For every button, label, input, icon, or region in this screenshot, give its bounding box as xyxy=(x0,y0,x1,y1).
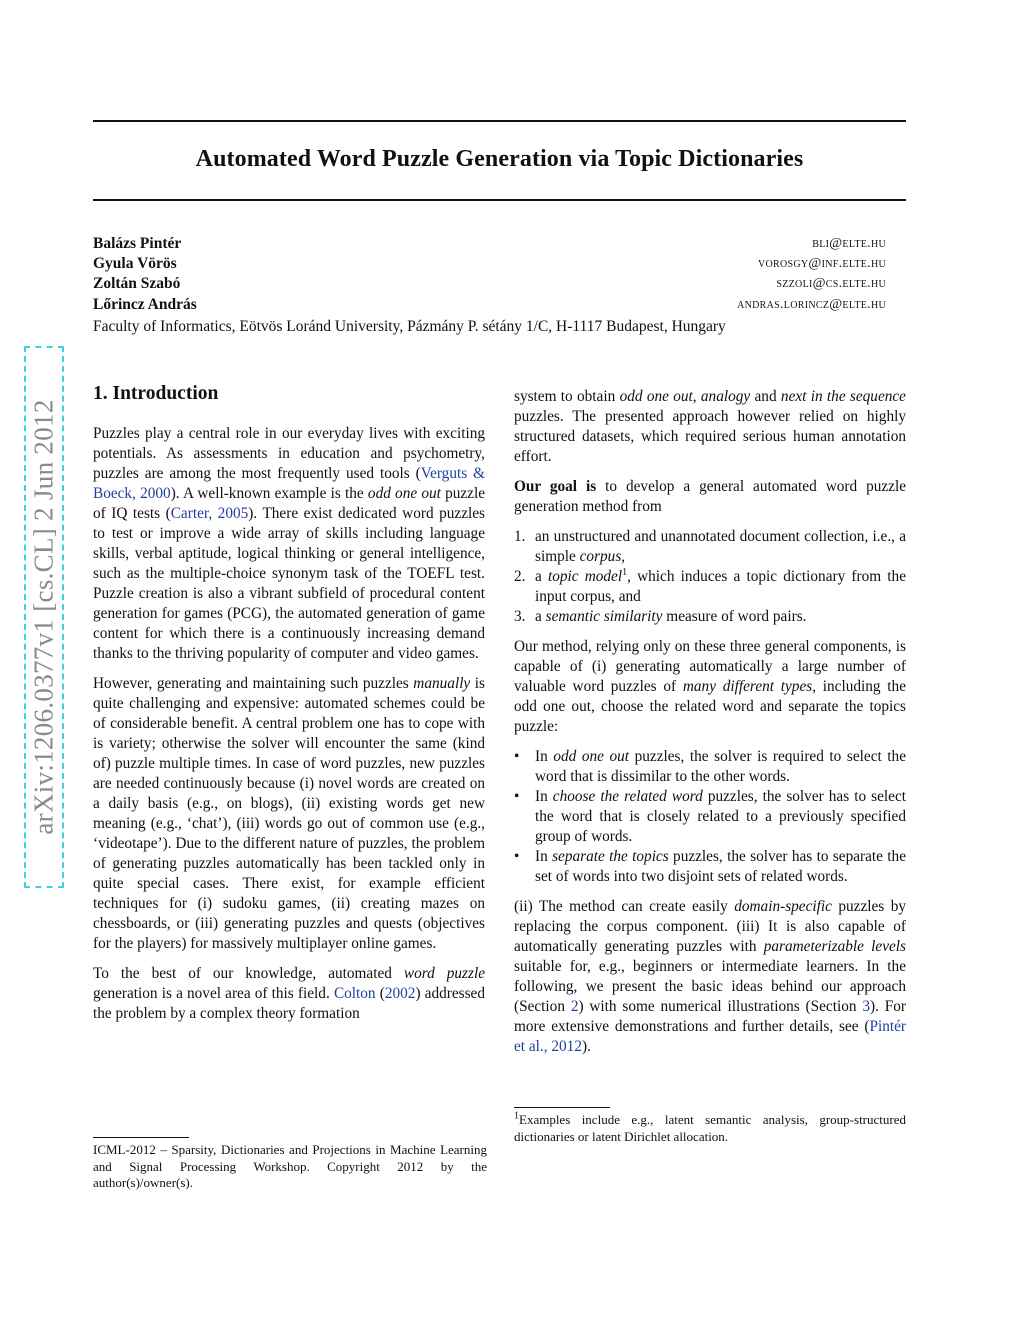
arxiv-stamp[interactable] xyxy=(24,346,64,888)
author-block xyxy=(93,234,886,315)
intro-paragraph-4: system to obtain odd one out, analogy and next in the sequence puzzles. The presented approach however relied on highly structured datasets, which required serious human annotation effort. xyxy=(514,388,906,465)
section-ref-link[interactable]: 2 xyxy=(570,998,579,1015)
goal-paragraph: Our goal is to develop a general automated word puzzle generation method from xyxy=(514,478,906,515)
list-item: 1. an unstructured and unannotated document collection, i.e., a simple corpus, xyxy=(514,528,906,565)
footnote-rule-left xyxy=(93,1137,189,1138)
footnote-number: 1 xyxy=(514,1110,519,1122)
left-column xyxy=(93,379,485,1034)
intro-paragraph-3: To the best of our knowledge, automated word puzzle generation is a novel area of this field. Colton (2002) addressed the problem by a complex theory formation xyxy=(93,965,485,1022)
author-name: Zoltán Szabó xyxy=(93,275,181,293)
author-row xyxy=(93,274,886,294)
author-email[interactable]: bli@elte.hu xyxy=(812,236,886,251)
citation-link[interactable]: 2002 xyxy=(384,985,416,1002)
section-ref-link[interactable]: 3 xyxy=(862,998,870,1015)
intro-paragraph-1: Puzzles play a central role in our everyday lives with exciting potentials. As assessments in education and psychometry, puzzles are among the most frequently used tools (Verguts & Boeck, 2000). A well-known example is the odd one out puzzle of IQ tests (Carter, 2005). There exist dedicated word puzzles to test or improve a wide array of skills including language skills, verbal aptitude, logical thinking or general intelligence, such as the multiple-choice synonym task of the TOEFL test. Puzzle creation is also a vibrant subfield of procedural content generation for games (PCG), the automated generation of game content for which there is a continuously increasing demand thanks to the thriving popularity of computer and video games. xyxy=(93,425,485,662)
author-row xyxy=(93,234,886,254)
author-name: Lőrincz András xyxy=(93,295,197,313)
intro-paragraph-6: Our method, relying only on these three general components, is capable of (i) generating automatically a large number of valuable word puzzles of many different types, including the odd one out, choose the related word and separate the topics puzzle: xyxy=(514,638,906,735)
list-item: 3. a semantic similarity measure of word pairs. xyxy=(514,608,807,625)
citation-link[interactable]: Verguts & Boeck, 2000 xyxy=(93,465,485,502)
footnote-left: ICML-2012 – Sparsity, Dictionaries and Projections in Machine Learning and Signal Processing Workshop. Copyright 2012 by the author(s)/owner(s). xyxy=(93,1142,487,1190)
title-rule-top xyxy=(93,120,906,122)
citation-link[interactable]: Pintér et al., 2012 xyxy=(514,1018,906,1055)
intro-paragraph-7: (ii) The method can create easily domain-specific puzzles by replacing the corpus component. (iii) It is also capable of automatically generating puzzles with parameterizable levels suitable for, e.g., beginners or intermediate learners. In the following, we present the basic ideas behind our approach (Section 2) with some numerical illustrations (Section 3). For more extensive demonstrations and further details, see (Pintér et al., 2012). xyxy=(514,898,906,1055)
right-column xyxy=(514,387,906,1067)
author-email[interactable]: szzoli@cs.elte.hu xyxy=(776,276,886,292)
paper-title: Automated Word Puzzle Generation via Topic Dictionaries xyxy=(195,146,804,172)
list-item: 2. a topic model$^1$, which induces a topic dictionary from the input corpus, and xyxy=(514,566,906,605)
author-email[interactable]: andras.lorincz@elte.hu xyxy=(737,296,886,312)
title-rule-bottom xyxy=(93,199,906,201)
affiliation: Faculty of Informatics, Eötvös Loránd University, Pázmány P. sétány 1/C, H-1117 Budapest, Hungary xyxy=(93,318,726,335)
citation-link[interactable]: Carter, 2005 xyxy=(170,505,249,522)
author-name: Gyula Vörös xyxy=(93,255,177,273)
author-email[interactable]: vorosgy@inf.elte.hu xyxy=(757,256,886,272)
arxiv-stamp-text: arXiv:1206.0377v1 [cs.CL] 2 Jun 2012 xyxy=(28,399,59,835)
list-item: • In odd one out puzzles, the solver is required to select the word that is dissimilar to the other words. xyxy=(514,748,906,785)
component-list xyxy=(514,527,906,627)
intro-paragraph-2: However, generating and maintaining such puzzles manually is quite challenging and expensive: automated schemes could be of considerable benefit. A central problem one has to cope with is variety; otherwise the solver will encounter the same (kind of) puzzle multiple times. In case of word puzzles, new puzzles are needed continuously because (i) novel words are created on a daily basis (e.g., on blogs), (ii) existing words get new meaning (e.g., ‘chat’), (iii) words go out of common use (e.g., ‘videotape’). Due to the different nature of puzzles, the problem of generating puzzles automatically has been tackled only in quite special cases. There exist, for example efficient techniques for (i) sudoku games, (ii) creating mazes on chessboards, or (iii) generating puzzles and quests (objectives for the players) for massively multiplayer online games. xyxy=(93,675,486,952)
footnote-marker[interactable]: 1 xyxy=(622,566,628,578)
footnote-right: $^1$Examples include e.g., latent semantic analysis, group-structured dictionaries or latent Dirichlet allocation. xyxy=(514,1110,906,1144)
list-item: • In separate the topics puzzles, the solver has to separate the set of words into two disjoint sets of related words. xyxy=(514,848,906,885)
footnote-rule-right xyxy=(514,1107,610,1108)
author-row xyxy=(93,295,886,315)
citation-link[interactable]: Colton xyxy=(333,985,376,1002)
list-item: • In choose the related word puzzles, the solver has to select the word that is closely related to a previously specified group of words. xyxy=(514,788,906,845)
author-row xyxy=(93,254,886,274)
section-heading: 1. Introduction xyxy=(93,383,219,404)
puzzle-type-list xyxy=(514,747,906,887)
author-name: Balázs Pintér xyxy=(93,235,182,252)
